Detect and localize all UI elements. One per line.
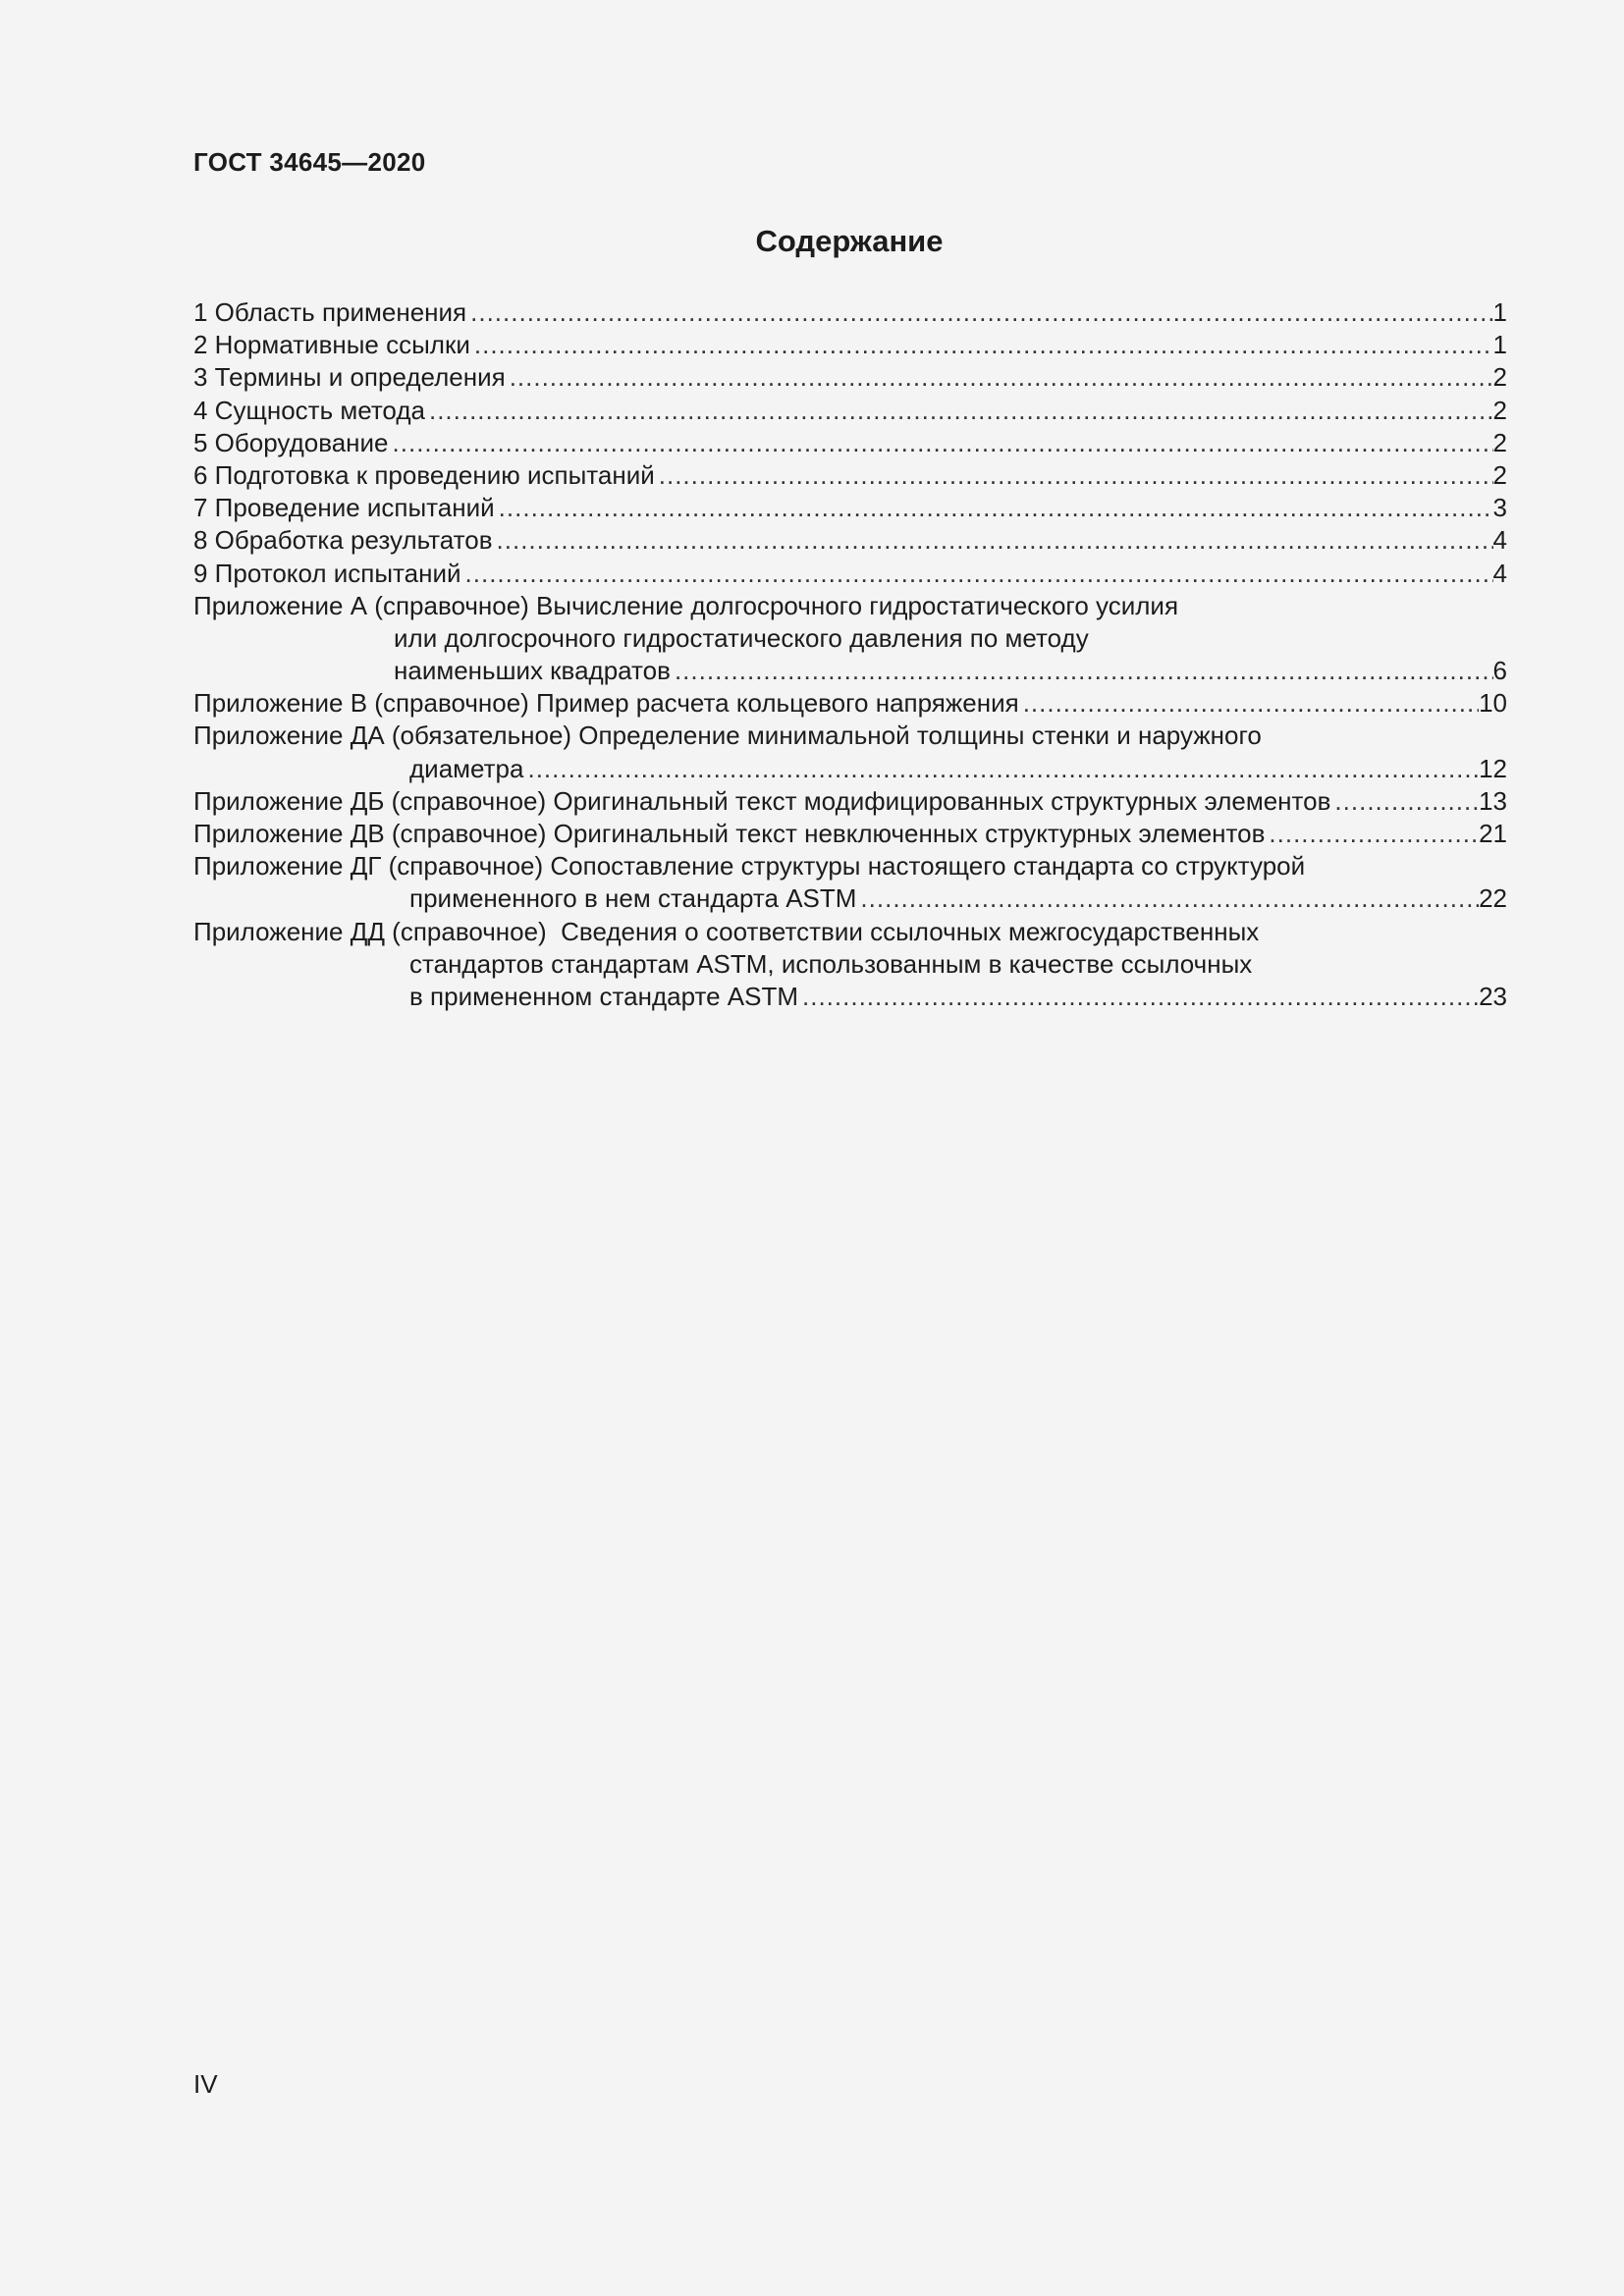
toc-entry[interactable] bbox=[193, 395, 1507, 427]
toc-entry-title: 2 Нормативные ссылки bbox=[193, 330, 470, 360]
toc-entry-title: Приложение ДГ (справочное) Сопоставление структуры настоящего стандарта со структурой bbox=[193, 851, 1306, 881]
toc-entry-title: 6 Подготовка к проведению испытаний bbox=[193, 459, 655, 490]
toc-entry[interactable] bbox=[193, 524, 1507, 557]
toc-page-number: 12 bbox=[1479, 753, 1507, 783]
toc-entry[interactable] bbox=[193, 296, 1507, 329]
toc-entry[interactable] bbox=[193, 459, 1507, 492]
toc-leader-dots bbox=[1330, 785, 1479, 818]
toc-leader-dots bbox=[523, 753, 1479, 785]
toc-page-number: 2 bbox=[1492, 395, 1507, 425]
toc-leader-dots bbox=[1265, 818, 1479, 850]
toc-entry[interactable] bbox=[193, 361, 1507, 394]
toc-entry[interactable] bbox=[193, 492, 1507, 524]
toc-page-number: 2 bbox=[1492, 362, 1507, 393]
toc-entry-title: 5 Оборудование bbox=[193, 427, 389, 457]
toc-entry-title-continued: или долгосрочного гидростатического давления по методу bbox=[394, 622, 1089, 653]
toc-page-number: 6 bbox=[1492, 656, 1507, 686]
toc-page-number: 10 bbox=[1479, 688, 1507, 719]
toc-page-number: 4 bbox=[1492, 525, 1507, 556]
toc-entry-appendix-db[interactable] bbox=[193, 785, 1507, 818]
toc-entry[interactable] bbox=[193, 558, 1507, 590]
toc-entry-title: Приложение В (справочное) Пример расчета кольцевого напряжения bbox=[193, 688, 1019, 719]
toc-entry-title-continued: наименьших квадратов bbox=[394, 656, 671, 686]
document-header: ГОСТ 34645—2020 bbox=[193, 147, 426, 177]
toc-leader-dots bbox=[655, 459, 1493, 492]
toc-entry-appendix-da[interactable] bbox=[193, 720, 1507, 784]
toc-entry-title-continued: в примененном стандарте ASTM bbox=[409, 981, 799, 1011]
toc-entry-title: Приложение ДВ (справочное) Оригинальный текст невключенных структурных элементов bbox=[193, 819, 1266, 848]
toc-page-number: 4 bbox=[1492, 558, 1507, 588]
toc-entry-appendix-dg[interactable] bbox=[193, 850, 1507, 915]
toc-entry-title: 4 Сущность метода bbox=[193, 395, 425, 425]
toc-entry-title-continued: стандартов стандартам ASTM, использованным в качестве ссылочных bbox=[409, 948, 1253, 979]
toc-leader-dots bbox=[856, 882, 1479, 915]
toc-leader-dots bbox=[470, 329, 1493, 361]
toc-entry-title: 9 Протокол испытаний bbox=[193, 558, 461, 588]
toc-page-number: 3 bbox=[1492, 493, 1507, 523]
toc-entry[interactable] bbox=[193, 427, 1507, 459]
toc-page-number: 2 bbox=[1492, 459, 1507, 490]
toc-leader-dots bbox=[425, 395, 1493, 427]
toc-entry-title: 7 Проведение испытаний bbox=[193, 493, 495, 523]
table-of-contents bbox=[193, 296, 1507, 1013]
toc-entry-title: Приложение ДБ (справочное) Оригинальный текст модифицированных структурных элементов bbox=[193, 785, 1331, 816]
toc-entry[interactable] bbox=[193, 329, 1507, 361]
toc-entry-title: Приложение ДД (справочное) Сведения о соответствии ссылочных межгосударственных bbox=[193, 916, 1260, 946]
toc-page-number: 1 bbox=[1492, 330, 1507, 360]
toc-page-number: 1 bbox=[1492, 297, 1507, 327]
toc-entry-title: Приложение А (справочное) Вычисление долгосрочного гидростатического усилия bbox=[193, 590, 1179, 620]
toc-leader-dots bbox=[389, 427, 1493, 459]
toc-leader-dots bbox=[493, 524, 1493, 557]
toc-entry-title-continued: диаметра bbox=[409, 753, 524, 783]
toc-entry-appendix-dd[interactable] bbox=[193, 916, 1507, 1014]
toc-leader-dots bbox=[466, 296, 1492, 329]
toc-entry-title: 1 Область применения bbox=[193, 297, 467, 327]
toc-page-number: 2 bbox=[1492, 427, 1507, 457]
toc-entry-title: Приложение ДА (обязательное) Определение минимальной толщины стенки и наружного bbox=[193, 721, 1262, 751]
toc-entry-title: 8 Обработка результатов bbox=[193, 525, 493, 556]
page-title: Содержание bbox=[755, 224, 944, 258]
toc-page-number: 13 bbox=[1479, 785, 1507, 816]
toc-leader-dots bbox=[671, 655, 1493, 687]
toc-leader-dots bbox=[1019, 687, 1479, 720]
toc-leader-dots bbox=[495, 492, 1493, 524]
toc-entry-title: 3 Термины и определения bbox=[193, 362, 506, 393]
toc-leader-dots bbox=[506, 361, 1493, 394]
toc-entry-appendix-a[interactable] bbox=[193, 590, 1507, 688]
toc-page-number: 21 bbox=[1479, 819, 1507, 848]
toc-page-number: 22 bbox=[1479, 883, 1507, 914]
toc-leader-dots bbox=[798, 981, 1479, 1013]
toc-leader-dots bbox=[461, 558, 1493, 590]
toc-entry-appendix-b[interactable] bbox=[193, 687, 1507, 720]
toc-entry-title-continued: примененного в нем стандарта ASTM bbox=[409, 883, 857, 914]
page-number-footer: IV bbox=[193, 2069, 218, 2099]
toc-entry-appendix-dv[interactable] bbox=[193, 818, 1507, 850]
toc-page-number: 23 bbox=[1479, 981, 1507, 1011]
